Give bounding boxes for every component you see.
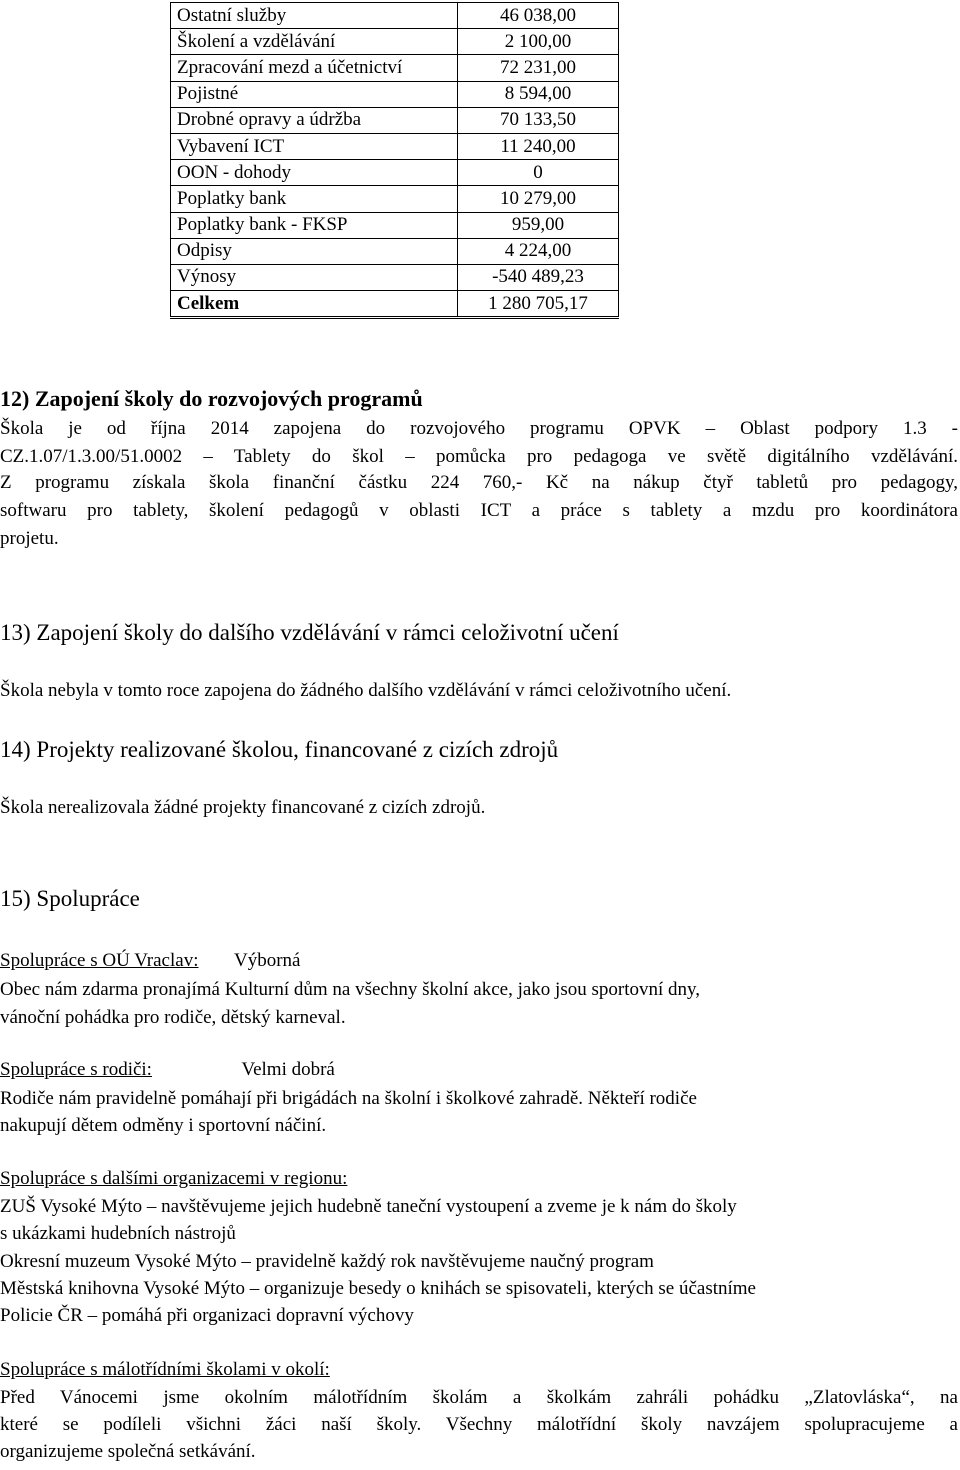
- cost-label: OON - dohody: [171, 160, 458, 186]
- total-value: 1 280 705,17: [458, 291, 619, 318]
- cost-label: Pojistné: [171, 81, 458, 107]
- cost-label: Poplatky bank: [171, 186, 458, 212]
- coop-3-line-1: ZUŠ Vysoké Mýto – navštěvujeme jejich hudebně taneční vystoupení a zveme je k nám do školy: [0, 1196, 737, 1217]
- coop-2-rating: Velmi dobrá: [241, 1059, 335, 1080]
- cost-label: Drobné opravy a údržba: [171, 107, 458, 133]
- cost-value: -540 489,23: [458, 264, 619, 290]
- cost-table-row: [171, 3, 619, 29]
- cost-label: Vybavení ICT: [171, 133, 458, 159]
- cost-table-body: [171, 3, 619, 318]
- coop-3-line-2: s ukázkami hudebních nástrojů: [0, 1223, 236, 1244]
- coop-3-line-5: Policie ČR – pomáhá při organizaci dopravní výchovy: [0, 1305, 414, 1326]
- cost-value: 4 224,00: [458, 238, 619, 264]
- section-12-line-5: projetu.: [0, 528, 59, 549]
- cost-value: 72 231,00: [458, 55, 619, 81]
- coop-3-label: Spolupráce s dalšími organizacemi v regionu:: [0, 1168, 348, 1189]
- coop-1-rating: Výborná: [233, 950, 301, 971]
- cost-table-row: [171, 186, 619, 212]
- cost-value: 959,00: [458, 212, 619, 238]
- section-14-heading: 14) Projekty realizované školou, financované z cizích zdrojů: [0, 737, 559, 762]
- coop-1-line-2: vánoční pohádka pro rodiče, dětský karneval.: [0, 1007, 346, 1028]
- section-12-line-4: softwaru pro tablety, školení pedagogů v oblasti ICT a práce s tablety a mzdu pro koordinátora: [0, 500, 958, 521]
- cost-table-row: [171, 160, 619, 186]
- cost-table-row: [171, 55, 619, 81]
- cost-table: [170, 2, 619, 319]
- total-label: Celkem: [171, 291, 458, 318]
- coop-2-line-1: Rodiče nám pravidelně pomáhají při brigádách na školní i školkové zahradě. Někteří rodiče: [0, 1088, 697, 1109]
- cost-table-row: [171, 133, 619, 159]
- section-12-line-3: Z programu získala škola finanční částku 224 760,- Kč na nákup čtyř tabletů pro pedagogy,: [0, 472, 958, 493]
- section-14-text: Škola nerealizovala žádné projekty financované z cizích zdrojů.: [0, 797, 486, 818]
- cost-label: Výnosy: [171, 264, 458, 290]
- coop-2-label-row: [0, 1059, 335, 1081]
- cost-value: 10 279,00: [458, 186, 619, 212]
- section-12-heading: 12) Zapojení školy do rozvojových programů: [0, 386, 423, 411]
- cost-table-row: [171, 29, 619, 55]
- coop-3-line-4: Městská knihovna Vysoké Mýto – organizuje besedy o knihách se spisovateli, kterých se účastníme: [0, 1278, 756, 1299]
- cost-table-row: [171, 264, 619, 290]
- section-15-heading: 15) Spolupráce: [0, 886, 140, 911]
- section-13-heading: 13) Zapojení školy do dalšího vzdělávání v rámci celoživotní učení: [0, 620, 619, 645]
- cost-label: Školení a vzdělávání: [171, 29, 458, 55]
- cost-value: 2 100,00: [458, 29, 619, 55]
- cost-table-total-row: [171, 291, 619, 318]
- coop-2-line-2: nakupují dětem odměny i sportovní náčiní.: [0, 1115, 327, 1136]
- cost-label: Zpracování mezd a účetnictví: [171, 55, 458, 81]
- cost-value: 46 038,00: [458, 3, 619, 29]
- coop-3-line-3: Okresní muzeum Vysoké Mýto – pravidelně každý rok navštěvujeme naučný program: [0, 1251, 654, 1272]
- coop-1-line-1: Obec nám zdarma pronajímá Kulturní dům na všechny školní akce, jako jsou sportovní dny,: [0, 979, 701, 1000]
- coop-1-label-row: [0, 950, 300, 972]
- cost-label: Poplatky bank - FKSP: [171, 212, 458, 238]
- section-13-text: Škola nebyla v tomto roce zapojena do žádného dalšího vzdělávání v rámci celoživotního učení.: [0, 680, 732, 701]
- cost-value: 70 133,50: [458, 107, 619, 133]
- cost-table-row: [171, 212, 619, 238]
- cost-table-row: [171, 81, 619, 107]
- cost-value: 0: [458, 160, 619, 186]
- cost-table-row: [171, 238, 619, 264]
- cost-label: Ostatní služby: [171, 3, 458, 29]
- section-12-line-1: Škola je od října 2014 zapojena do rozvojového programu OPVK – Oblast podpory 1.3 -: [0, 418, 958, 439]
- cost-label: Odpisy: [171, 238, 458, 264]
- coop-4-line-1: Před Vánocemi jsme okolním málotřídním školám a školkám zahráli pohádku „Zlatovláska“, na: [0, 1387, 958, 1408]
- cost-value: 8 594,00: [458, 81, 619, 107]
- cost-table-row: [171, 107, 619, 133]
- coop-4-label: Spolupráce s málotřídními školami v okolí:: [0, 1359, 330, 1380]
- coop-4-line-3: organizujeme společná setkávání.: [0, 1441, 256, 1462]
- coop-4-line-2: které se podíleli všichni žáci naší školy. Všechny málotřídní školy navzájem spolupracujeme a: [0, 1414, 958, 1435]
- section-12-line-2: CZ.1.07/1.3.00/51.0002 – Tablety do škol – pomůcka pro pedagoga ve světě digitálního vzdělávání.: [0, 446, 958, 467]
- coop-1-label: Spolupráce s OÚ Vraclav:: [0, 950, 199, 971]
- cost-value: 11 240,00: [458, 133, 619, 159]
- coop-2-label: Spolupráce s rodiči:: [0, 1059, 152, 1080]
